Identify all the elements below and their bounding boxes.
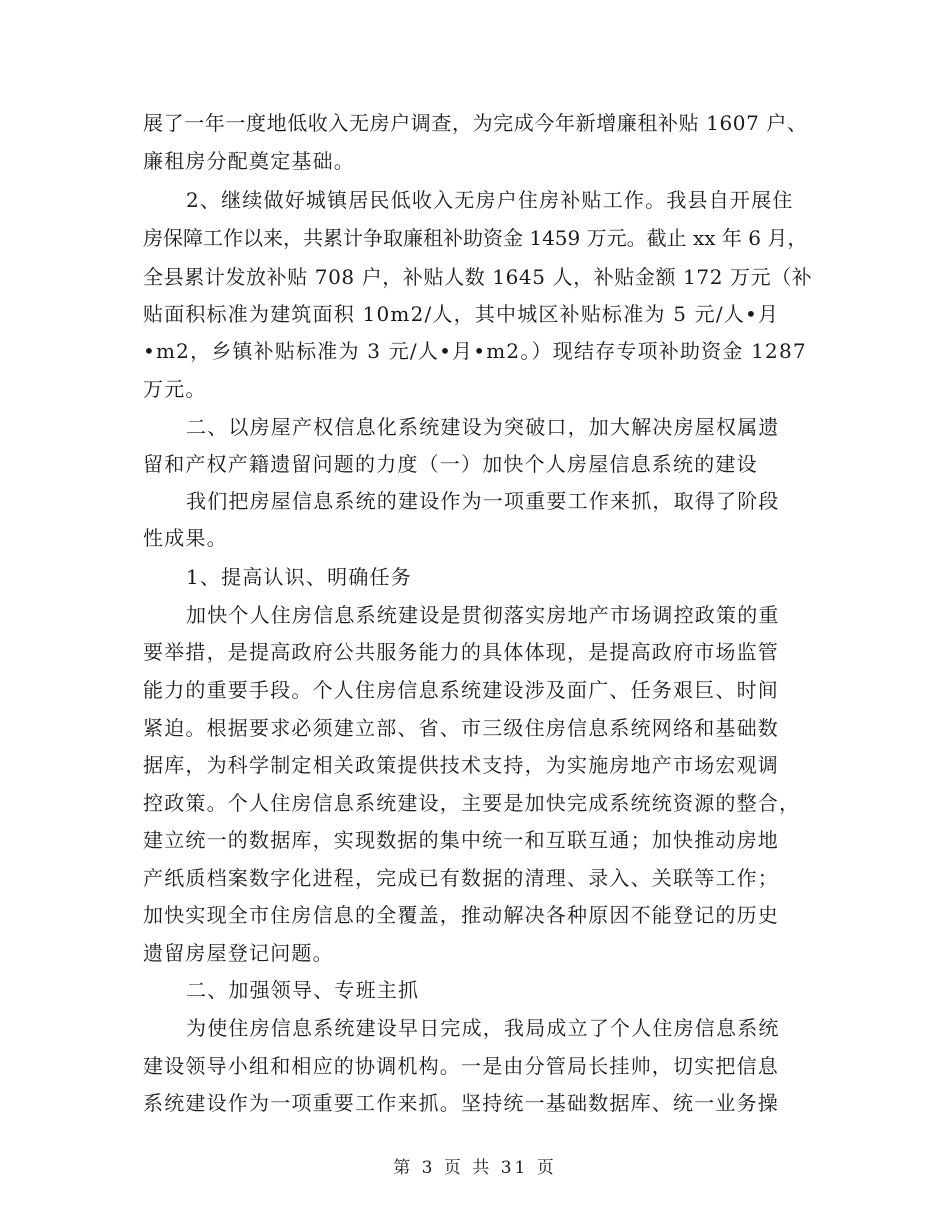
text-line: 控政策。个人住房信息系统建设，主要是加快完成系统统资源的整合， [143,791,801,815]
text-line: 万元。 [143,377,207,401]
text-line: 要举措，是提高政府公共服务能力的具体体现，是提高政府市场监管 [143,640,779,664]
text-line: 廉租房分配奠定基础。 [143,149,355,173]
text-line: 房保障工作以来，共累计争取廉租补助资金 1459 万元。截止 xx 年 6 月， [143,226,808,250]
text-line: 加快实现全市住房信息的全覆盖，推动解决各种原因不能登记的历史 [143,903,779,927]
text-line: 加快个人住房信息系统建设是贯彻落实房地产市场调控政策的重 [186,603,780,627]
text-line: 产纸质档案数字化进程，完成已有数据的清理、录入、关联等工作； [143,866,779,890]
text-line: 1、提高认识、明确任务 [186,565,412,589]
text-line: •m2，乡镇补贴标准为 3 元/人•月•m2。）现结存专项补助资金 1287 [143,339,807,363]
text-line: 2、继续做好城镇居民低收入无房户住房补贴工作。我县自开展住 [186,188,794,212]
text-line: 二、加强领导、专班主抓 [186,978,420,1002]
text-line: 留和产权产籍遗留问题的力度（一）加快个人房屋信息系统的建设 [143,452,758,476]
text-line: 紧迫。根据要求必须建立部、省、市三级住房信息系统网络和基础数 [143,716,779,740]
text-line: 我们把房屋信息系统的建设作为一项重要工作来抓，取得了阶段 [186,489,780,513]
text-line: 为使住房信息系统建设早日完成，我局成立了个人住房信息系统 [186,1016,780,1040]
text-line: 系统建设作为一项重要工作来抓。坚持统一基础数据库、统一业务操 [143,1091,779,1115]
text-line: 建设领导小组和相应的协调机构。一是由分管局长挂帅，切实把信息 [143,1054,779,1078]
page-number-footer: 第 3 页 共 31 页 [393,1158,557,1178]
text-line: 展了一年一度地低收入无房户调查，为完成今年新增廉租补贴 1607 户、 [143,111,808,135]
text-line: 性成果。 [143,526,228,550]
text-line: 二、以房屋产权信息化系统建设为突破口，加大解决房屋权属遗 [186,415,780,439]
text-line: 贴面积标准为建筑面积 10m2/人，其中城区补贴标准为 5 元/人•月 [143,302,780,326]
text-line: 能力的重要手段。个人住房信息系统建设涉及面广、任务艰巨、时间 [143,678,779,702]
text-line: 据库，为科学制定相关政策提供技术支持，为实施房地产市场宏观调 [143,753,779,777]
text-line: 建立统一的数据库，实现数据的集中统一和互联互通；加快推动房地 [143,828,779,852]
text-line: 全县累计发放补贴 708 户，补贴人数 1645 人，补贴金额 172 万元（补 [143,265,813,289]
text-line: 遗留房屋登记问题。 [143,941,334,965]
